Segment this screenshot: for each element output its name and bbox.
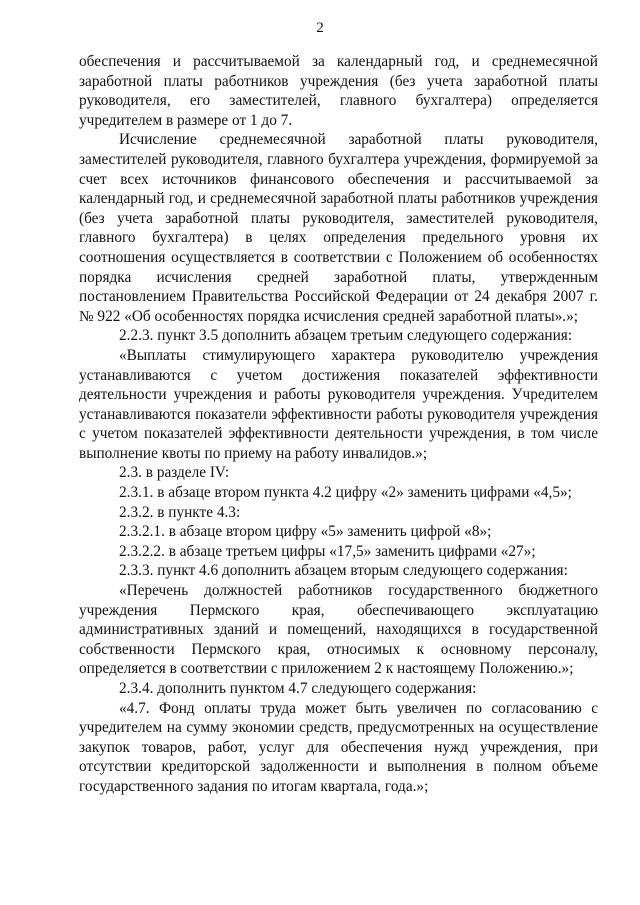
paragraph-item-2-3-2-1: 2.3.2.1. в абзаце втором цифру «5» заменить цифрой «8»;: [119, 523, 492, 541]
paragraph-item-2-3-3: 2.3.3. пункт 4.6 дополнить абзацем вторым следующего содержания:: [119, 562, 568, 580]
paragraph-item-2-3-2: 2.3.2. в пункте 4.3:: [119, 503, 241, 521]
paragraph-item-2-3: 2.3. в разделе IV:: [119, 464, 230, 482]
paragraph-incentive-payments: «Выплаты стимулирующего характера руководителю учреждения устанавливаются с учетом достижения показателей эффективности деятельности учреждения и работы руководителя учреждения. Учредителем устанавливаются показатели эффективности работы руководителя учреждения с учетом показателей эффективности деятельности учреждения, в том числе выполнение квоты по приему на работу инвалидов.»;: [79, 346, 598, 462]
paragraph-positions-list: «Перечень должностей работников государственного бюджетного учреждения Пермского края, обеспечивающего эксплуатацию административных зданий и помещений, находящихся в государственной собственности Пермского края, относимых к основному персоналу, определяется в соответствии с приложением 2 к настоящему Положению.»;: [79, 582, 598, 678]
paragraph-item-2-3-1: 2.3.1. в абзаце втором пункта 4.2 цифру «2» заменить цифрами «4,5»;: [119, 484, 572, 502]
paragraph-item-2-3-4: 2.3.4. дополнить пунктом 4.7 следующего содержания:: [119, 680, 477, 697]
paragraph-continuation: обеспечения и рассчитываемой за календарный год, и среднемесячной заработной платы работников учреждения (без учета заработной платы руководителя, его заместителей, главного бухгалтера) определяется учредителем в размере от 1 до 7.: [79, 53, 598, 129]
paragraph-item-2-3-2-2: 2.3.2.2. в абзаце третьем цифры «17,5» заменить цифрами «27»;: [119, 542, 536, 560]
paragraph-item-4-7: «4.7. Фонд оплаты труда может быть увеличен по согласованию с учредителем на сумму экономии средств, предусмотренных на осуществление закупок товаров, работ, услуг для обеспечения нужд учреждения, при отсутствии кредиторской задолженности и выполнения в полном объеме государственного задания по итогам квартала, года.»;: [79, 699, 598, 795]
paragraph-salary-calculation: Исчисление среднемесячной заработной платы руководителя, заместителей руководителя, главного бухгалтера учреждения, формируемой за счет всех источников финансового обеспечения и рассчитываемой за календарный год, и среднемесячной заработной платы работников учреждения (без учета заработной платы руководителя, заместителей руководителя, главного бухгалтера) в целях определения предельного уровня их соотношения осуществляется в соответствии с Положением об особенностях порядка исчисления средней заработной платы, утвержденным постановлением Правительства Российской Федерации от 24 декабря 2007 г. № 922 «Об особенностях порядка исчисления средней заработной платы».»;: [79, 131, 598, 325]
page-number: 2: [316, 20, 324, 36]
paragraph-item-2-2-3: 2.2.3. пункт 3.5 дополнить абзацем третьим следующего содержания:: [119, 327, 573, 345]
document-body: [79, 52, 598, 797]
